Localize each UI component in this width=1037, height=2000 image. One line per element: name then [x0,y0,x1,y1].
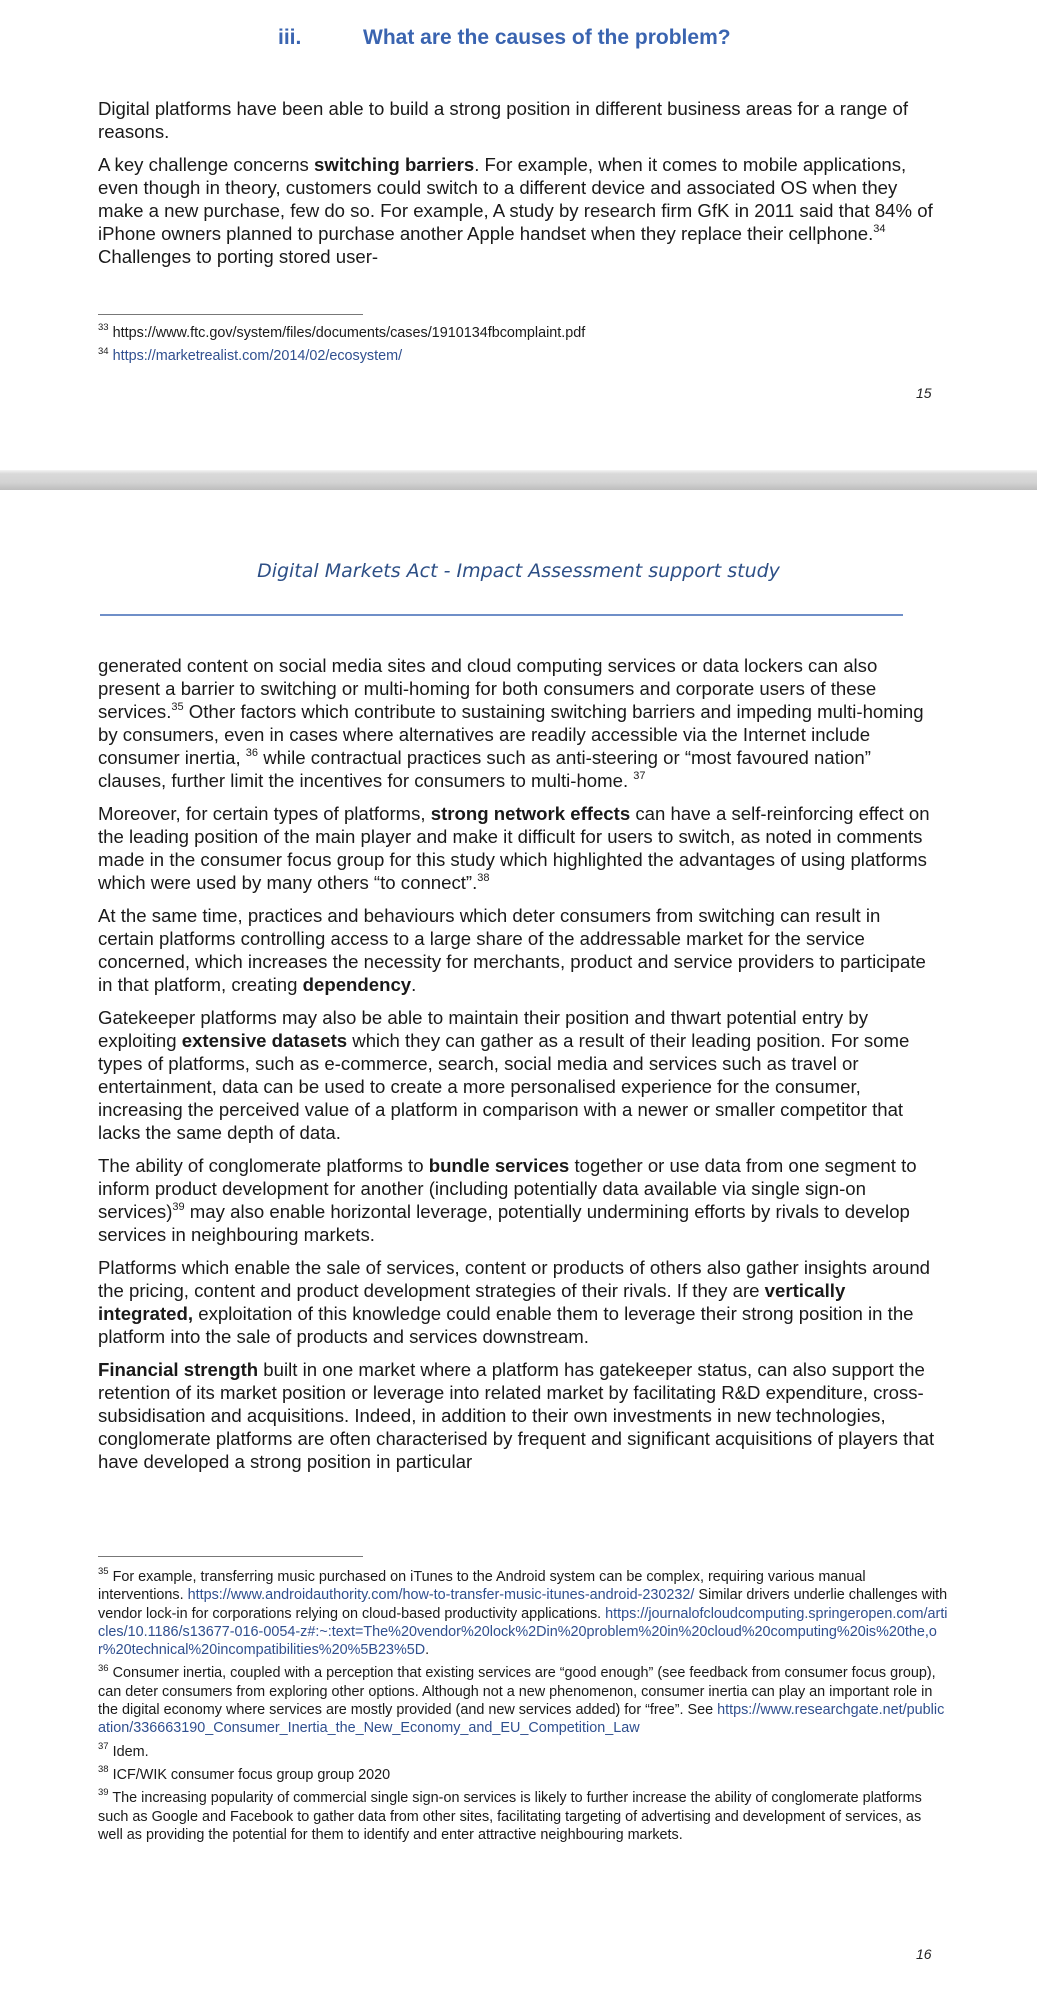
paragraph [98,1006,938,1144]
text-run: built in one market where a platform has gatekeeper status, can also support the retention of its market position or leverage into related market by facilitating R&D expenditure, cross-subsidisation and acquisitions. Indeed, in addition to their own investments in new technologies, conglomerate platforms are often characterised by frequent and significant acquisitions of players that have developed a strong position in particular [98,1359,935,1472]
footnote-number: 36 [98,1662,109,1674]
page-separator [0,470,1037,490]
bold-term: bundle services [428,1155,570,1176]
section-number: iii. [278,26,302,49]
footnote-number: 34 [98,345,109,357]
page-16-body [98,654,938,1483]
footnote-text: The increasing popularity of commercial single sign-on services is likely to further increase the ability of conglomerate platforms such as Google and Facebook to gather data from other sites, facilitating targeting of advertising and development of services, as well as providing the potential for them to identify and enter attractive neighbouring markets. [98,1790,922,1843]
paragraph [98,1154,938,1246]
footnote-text: Similar drivers underlie challenges with vendor lock-in for corporations relying on cloud-based productivity applications. [98,1587,948,1622]
footnote-separator [98,314,363,315]
text-run: The ability of conglomerate platforms to [98,1155,429,1176]
footnote-text: ICF/WIK consumer focus group group 2020 [112,1766,391,1783]
text-run: A key challenge concerns [98,154,315,175]
footnote-number: 39 [98,1787,109,1799]
bold-term: vertically integrated, [98,1280,846,1324]
text-run: exploitation of this knowledge could enable them to leverage their strong position in the platform into the sale of products and services downstream. [98,1303,914,1347]
text-run: generated content on social media sites and cloud computing services or data lockers can also present a barrier to switching or multi-homing for both consumers and corporate users of these services. [98,655,878,722]
text-run: Challenges to porting stored user- [98,246,379,267]
footnote-number: 35 [98,1566,109,1578]
footnote [98,324,948,342]
text-run: together or use data from one segment to inform product development for another (including potentially data available via single sign-on services) [98,1155,917,1222]
page-16-footnotes [98,1568,948,1849]
text-run: can have a self-reinforcing effect on the leading position of the main player and make it difficult for users to switch, as noted in comments made in the consumer focus group for this study which highlighted the advantages of using platforms which were used by many others “to connect”. [98,803,930,893]
paragraph [98,904,938,996]
footnote-ref[interactable]: 36 [245,746,259,759]
page-number: 16 [916,1946,932,1962]
text-run: Platforms which enable the sale of services, content or products of others also gather insights around the pricing, content and product development strategies of their rivals. If they are [98,1257,931,1301]
bold-term: switching barriers [314,154,475,175]
footnote-ref[interactable]: 34 [873,222,886,235]
bold-term: strong network effects [430,803,631,824]
page-number: 15 [916,385,932,401]
bold-term: extensive datasets [181,1030,348,1051]
paragraph [98,153,938,268]
footnote [98,347,948,365]
running-header: Digital Markets Act - Impact Assessment support study [257,560,780,582]
footnote-link[interactable]: https://marketrealist.com/2014/02/ecosystem/ [112,348,403,365]
footnote-text: . [425,1642,430,1659]
header-rule [100,614,903,616]
bold-term: dependency [302,974,412,995]
footnote-text: Consumer inertia, coupled with a perception that existing services are “good enough” (see feedback from consumer focus group), can deter consumers from exploring other options. Although not a new phenomenon, consumer inertia can play an important role in the digital economy where services are mostly provided (and new services added) for “free”. See [98,1665,936,1719]
footnote-link[interactable]: https://www.researchgate.net/publication/336663190_Consumer_Inertia_the_New_Economy_and_EU_Competition_Law [98,1702,945,1737]
footnote [98,1740,948,1761]
footnote-ref[interactable]: 38 [477,871,490,884]
page-15-footnotes [98,324,948,371]
footnote-text: Idem. [112,1743,149,1760]
footnote-number: 37 [98,1740,109,1752]
text-run: while contractual practices such as anti-steering or “most favoured nation” clauses, further limit the incentives for consumers to multi-home. [98,747,871,791]
footnote-ref[interactable]: 35 [171,700,184,713]
text-run: Moreover, for certain types of platforms, [98,803,431,824]
footnote [98,1664,948,1737]
text-run: may also enable horizontal leverage, potentially undermining efforts by rivals to develop services in neighbouring markets. [98,1201,910,1245]
footnote-ref[interactable]: 37 [633,769,646,782]
section-title: What are the causes of the problem? [363,26,731,49]
footnote [98,1568,948,1659]
footnote-number: 38 [98,1764,109,1776]
footnote-link[interactable]: https://journalofcloudcomputing.springeropen.com/articles/10.1186/s13677-016-0054-z#:~:text=The%20vendor%20lock%2Din%20problem%20in%20cloud%20computing%20is%20the,or%20technical%20incompatibilities%20%5B23%5D [98,1605,948,1659]
paragraph [98,654,938,792]
page-15-body [98,97,938,278]
text-run: Other factors which contribute to sustaining switching barriers and impeding multi-homing by consumers, even in cases where alternatives are readily accessible via the Internet include consumer inertia, [98,701,924,768]
footnote-number: 33 [98,322,109,334]
bold-term: Financial strength [98,1359,259,1380]
footnote-separator [98,1556,363,1557]
footnote [98,1789,948,1844]
paragraph [98,802,938,894]
text-run: Gatekeeper platforms may also be able to maintain their position and thwart potential entry by exploiting [98,1007,868,1051]
text-run: At the same time, practices and behaviours which deter consumers from switching can result in certain platforms controlling access to a large share of the addressable market for the service concerned, which increases the necessity for merchants, product and service providers to participate in that platform, creating [98,905,926,995]
text-run: which they can gather as a result of their leading position. For some types of platforms, such as e-commerce, search, social media and services such as travel or entertainment, data can be used to create a more personalised experience for the consumer, increasing the perceived value of a platform in comparison with a newer or smaller competitor that lacks the same depth of data. [98,1030,910,1143]
footnote-link[interactable]: https://www.androidauthority.com/how-to-transfer-music-itunes-android-230232/ [187,1587,695,1604]
paragraph [98,1256,938,1348]
footnote-text: https://www.ftc.gov/system/files/documents/cases/1910134fbcomplaint.pdf [112,325,586,341]
paragraph [98,1358,938,1473]
footnote [98,1766,948,1784]
text-run: . For example, when it comes to mobile applications, even though in theory, customers could switch to a different device and associated OS when they make a new purchase, few do so. For example, A study by research firm GfK in 2011 said that 84% of iPhone owners planned to purchase another Apple handset when they replace their cellphone. [98,154,933,244]
paragraph: Digital platforms have been able to build a strong position in different business areas for a range of reasons. [98,98,909,142]
footnote-text: For example, transferring music purchased on iTunes to the Android system can be complex, requiring various manual interventions. [98,1569,866,1604]
text-run: . [411,974,417,995]
footnote-ref[interactable]: 39 [172,1200,185,1213]
